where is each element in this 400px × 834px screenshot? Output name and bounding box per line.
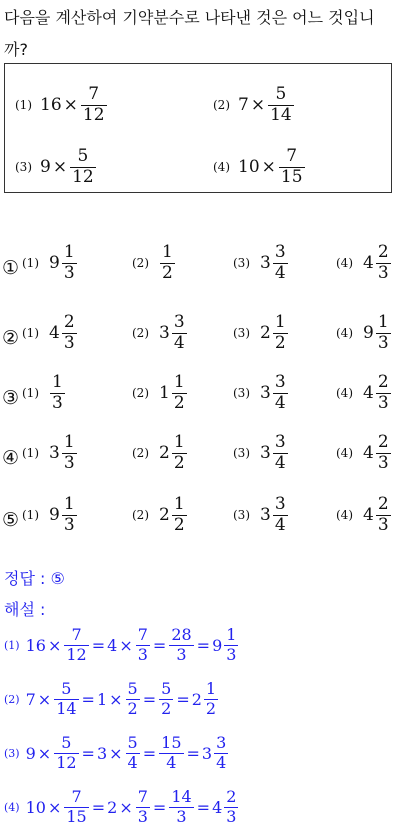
choice-option [233,244,289,283]
question-text: 다음을 계산하여 기약분수로 나타낸 것은 어느 것입니까? [4,8,375,59]
fraction [169,789,193,826]
choice-option [132,244,176,283]
choice-option [233,374,289,413]
whole-number: 9 [25,743,36,763]
whole-part: 3 [260,505,271,526]
option-number: (4) [336,256,353,271]
whole-part: 9 [212,635,223,655]
fraction [126,735,140,772]
explanation-row [4,627,239,664]
option-fraction [50,374,65,413]
whole-part: 3 [201,743,213,763]
fraction [159,681,173,718]
denominator: 3 [137,644,148,664]
problem-fraction [279,148,305,187]
problem-item [15,148,97,187]
denominator: 14 [56,698,77,718]
denominator: 3 [226,644,237,664]
fraction [64,627,88,664]
equals-sign: = [196,635,211,655]
equals-sign: = [91,797,106,817]
whole-part: 3 [260,383,271,404]
explanation-row [4,735,229,772]
numerator: 3 [173,312,185,332]
option-number: (3) [233,326,250,341]
equals-sign: = [176,689,190,709]
numerator: 1 [377,312,389,332]
problem-fraction [70,148,96,187]
option-number: (4) [336,326,353,341]
problem-item [15,86,108,125]
option-fraction [376,374,391,413]
fraction [214,735,228,772]
denominator: 3 [63,452,75,473]
option-number: (1) [22,386,39,401]
option-number: (4) [336,386,353,401]
numerator: 5 [127,679,138,698]
fraction [159,735,183,772]
choice-option [132,374,188,413]
numerator: 5 [275,84,287,104]
whole-part: 3 [159,323,170,344]
answer-label: 정답 : ⑤ [4,569,65,588]
whole-part: 9 [49,253,60,274]
denominator: 14 [270,104,292,125]
option-number: (2) [132,256,149,271]
numerator: 1 [63,432,75,452]
denominator: 3 [377,392,389,413]
fraction [204,681,218,718]
option-fraction [172,496,187,535]
whole-part: 4 [212,797,223,817]
whole-part: 4 [363,253,374,274]
option-fraction [273,496,288,535]
denominator: 2 [173,514,185,535]
fraction [54,735,78,772]
whole-part: 3 [49,443,60,464]
numerator: 1 [226,625,237,644]
denominator: 4 [274,452,286,473]
whole-number: 1 [96,689,108,709]
numerator: 2 [377,432,389,452]
fraction [126,681,140,718]
option-fraction [62,434,77,473]
times-sign: × [109,689,123,709]
numerator: 2 [226,787,237,806]
option-number: (3) [233,386,250,401]
numerator: 3 [274,372,286,392]
numerator: 7 [286,146,298,166]
denominator: 3 [137,806,148,826]
denominator: 4 [274,392,286,413]
option-fraction [62,314,77,353]
denominator: 12 [82,104,105,125]
option-number: (3) [233,446,250,461]
denominator: 3 [377,514,389,535]
whole-part: 9 [363,323,374,344]
whole-part: 3 [260,253,271,274]
whole-part: 9 [49,505,60,526]
numerator: 5 [77,146,89,166]
option-number: (1) [22,508,39,523]
fraction [64,789,88,826]
fraction [224,789,238,826]
choice-option [336,434,392,473]
whole-number: 3 [96,743,108,763]
denominator: 15 [280,166,303,187]
whole-number: 10 [25,797,46,817]
numerator: 7 [88,84,100,104]
denominator: 3 [52,392,63,413]
whole-part: 2 [159,443,170,464]
denominator: 15 [66,806,87,826]
fraction [136,627,150,664]
numerator: 15 [161,733,182,752]
option-fraction [376,244,391,283]
numerator: 1 [205,679,217,698]
option-number: (3) [233,256,250,271]
problem-item [213,86,295,125]
denominator: 3 [377,262,389,283]
explanation-number: (3) [4,746,20,760]
denominator: 4 [173,332,185,353]
numerator: 3 [274,494,286,514]
option-fraction [273,314,288,353]
numerator: 1 [63,494,75,514]
whole-part: 4 [363,383,374,404]
choice-option [132,314,188,353]
numerator: 1 [162,242,173,262]
denominator: 4 [127,752,138,772]
denominator: 3 [377,452,389,473]
denominator: 4 [166,752,177,772]
option-fraction [273,434,288,473]
option-number: (3) [233,508,250,523]
choice-option [22,496,78,535]
denominator: 2 [205,698,217,718]
whole-part: 4 [363,443,374,464]
explanation-number: (2) [4,692,20,706]
numerator: 3 [274,242,286,262]
denominator: 2 [127,698,138,718]
denominator: 12 [72,166,94,187]
equals-sign: = [152,797,167,817]
fraction [169,627,193,664]
denominator: 2 [162,262,173,283]
numerator: 7 [137,787,148,806]
problem-number: (4) [213,160,230,175]
option-fraction [62,496,77,535]
choice-marker[interactable]: ② [2,327,20,349]
numerator: 2 [377,242,389,262]
whole-number: 2 [107,797,118,817]
times-sign: × [261,157,276,178]
numerator: 5 [61,679,72,698]
problem-number: (3) [15,160,32,175]
whole-number: 16 [25,635,46,655]
option-fraction [160,244,175,283]
problem-box [4,63,392,193]
denominator: 3 [63,332,75,353]
denominator: 4 [216,752,227,772]
times-sign: × [63,95,78,116]
fraction [54,681,78,718]
times-sign: × [37,689,52,709]
numerator: 1 [173,432,185,452]
equals-sign: = [91,635,106,655]
whole-number: 7 [25,689,36,709]
whole-part: 2 [260,323,271,344]
numerator: 5 [161,679,172,698]
numerator: 7 [71,625,82,644]
whole-part: 4 [363,505,374,526]
option-number: (4) [336,446,353,461]
denominator: 3 [63,514,75,535]
equals-sign: = [196,797,211,817]
denominator: 3 [226,806,237,826]
whole-number: 4 [107,635,118,655]
whole-number: 7 [238,95,249,116]
option-number: (2) [132,386,149,401]
whole-part: 1 [159,383,170,404]
denominator: 12 [56,752,77,772]
whole-part: 2 [191,689,202,709]
choice-marker[interactable]: ③ [2,387,20,409]
numerator: 1 [173,494,185,514]
option-fraction [172,314,187,353]
choice-option [22,314,78,353]
equals-sign: = [142,743,157,763]
problem-number: (2) [213,98,230,113]
numerator: 2 [377,372,389,392]
equals-sign: = [142,689,157,709]
choice-option [233,314,289,353]
option-fraction [172,434,187,473]
numerator: 1 [52,372,63,392]
denominator: 3 [377,332,389,353]
equals-sign: = [152,635,167,655]
explanation-title: 해설 : [4,600,46,619]
numerator: 1 [274,312,286,332]
option-number: (1) [22,256,39,271]
choice-option [336,496,392,535]
choice-option [336,314,392,353]
numerator: 7 [71,787,82,806]
explanation-row [4,681,219,718]
option-number: (4) [336,508,353,523]
numerator: 1 [63,242,75,262]
denominator: 3 [176,644,187,664]
whole-part: 3 [260,443,271,464]
times-sign: × [119,797,133,817]
option-fraction [376,496,391,535]
choice-option [22,434,78,473]
whole-number: 16 [40,95,62,116]
problem-fraction [81,86,107,125]
choice-option [132,496,188,535]
numerator: 5 [127,733,138,752]
numerator: 7 [137,625,148,644]
times-sign: × [109,743,123,763]
problem-item [213,148,306,187]
denominator: 2 [173,392,185,413]
numerator: 28 [171,625,192,644]
problem-number: (1) [15,98,32,113]
choice-option [336,374,392,413]
option-fraction [376,314,391,353]
choice-option [22,244,78,283]
choice-option [336,244,392,283]
whole-part: 4 [49,323,60,344]
numerator: 2 [63,312,75,332]
numerator: 3 [274,432,286,452]
option-number: (1) [22,446,39,461]
option-number: (1) [22,326,39,341]
choice-option [233,496,289,535]
numerator: 14 [171,787,192,806]
option-number: (2) [132,508,149,523]
equals-sign: = [186,743,200,763]
option-fraction [172,374,187,413]
times-sign: × [52,157,68,178]
option-fraction [376,434,391,473]
times-sign: × [250,95,266,116]
option-number: (2) [132,446,149,461]
times-sign: × [47,635,62,655]
choice-marker[interactable]: ④ [2,447,20,469]
equals-sign: = [81,689,95,709]
numerator: 3 [216,733,227,752]
denominator: 4 [274,262,286,283]
times-sign: × [47,797,62,817]
choice-marker[interactable]: ⑤ [2,509,20,531]
whole-number: 10 [238,157,260,178]
problem-fraction [268,86,294,125]
choice-option [132,434,188,473]
option-fraction [273,374,288,413]
option-fraction [273,244,288,283]
explanation-number: (4) [4,800,20,814]
numerator: 5 [61,733,72,752]
whole-part: 2 [159,505,170,526]
denominator: 2 [274,332,286,353]
denominator: 3 [176,806,187,826]
denominator: 2 [173,452,185,473]
equals-sign: = [81,743,95,763]
explanation-number: (1) [4,638,20,652]
choice-option [233,434,289,473]
choice-option [22,374,66,413]
fraction [136,789,150,826]
numerator: 1 [173,372,185,392]
times-sign: × [119,635,133,655]
fraction [224,627,238,664]
option-number: (2) [132,326,149,341]
whole-number: 9 [40,157,51,178]
explanation-row [4,789,239,826]
option-fraction [62,244,77,283]
denominator: 3 [63,262,75,283]
denominator: 12 [66,644,87,664]
choice-marker[interactable]: ① [2,257,20,279]
times-sign: × [37,743,52,763]
denominator: 4 [274,514,286,535]
denominator: 2 [161,698,172,718]
numerator: 2 [377,494,389,514]
